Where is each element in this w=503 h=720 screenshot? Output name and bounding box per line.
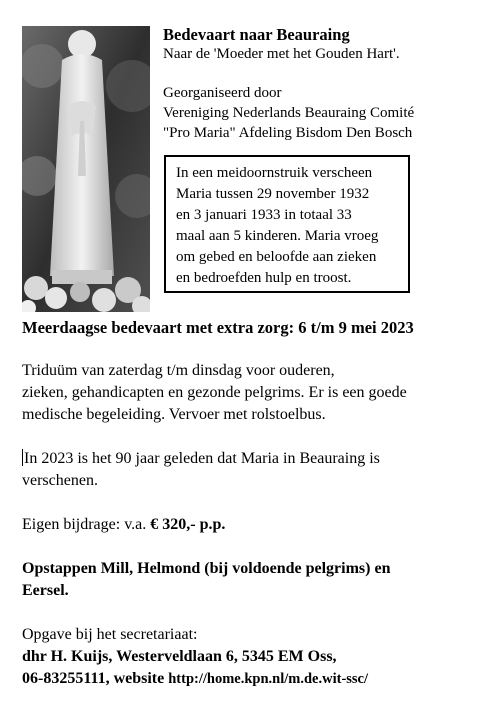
anniversary-paragraph <box>22 448 497 492</box>
paragraph-line: zieken, gehandicapten en gezonde pelgrims. Er is een goede <box>22 384 407 401</box>
contribution-label: Eigen bijdrage: v.a. <box>22 516 151 533</box>
contact-address: dhr H. Kuijs, Westerveldlaan 6, 5345 EM Oss, <box>22 648 337 665</box>
info-line: en 3 januari 1933 in totaal 33 <box>176 207 352 223</box>
info-line: en bedroefden hulp en troost. <box>176 270 352 286</box>
contact-paragraph <box>22 624 497 690</box>
paragraph-line: verschenen. <box>22 472 98 489</box>
organizer-line: Georganiseerd door <box>163 85 282 101</box>
contribution-paragraph <box>22 514 497 536</box>
paragraph-line: Opstappen Mill, Helmond (bij voldoende pelgrims) en <box>22 560 391 577</box>
info-line: In een meidoornstruik verscheen <box>176 165 373 181</box>
document-title: Bedevaart naar Beauraing <box>163 25 350 44</box>
contact-intro: Opgave bij het secretariaat: <box>22 626 198 643</box>
contact-phone: 06-83255111, website <box>22 670 169 687</box>
organizer-line: "Pro Maria" Afdeling Bisdom Den Bosch <box>163 125 413 141</box>
pilgrimage-heading: Meerdaagse bedevaart met extra zorg: 6 t/m 9 mei 2023 <box>22 318 414 337</box>
website-link[interactable]: http://home.kpn.nl/m.de.wit-ssc/ <box>168 671 369 687</box>
apparition-info-box <box>164 155 410 293</box>
text-cursor <box>22 449 23 466</box>
organizer-block <box>163 83 493 143</box>
document-subtitle: Naar de 'Moeder met het Gouden Hart'. <box>163 46 400 62</box>
triduum-paragraph <box>22 360 497 426</box>
boarding-paragraph <box>22 558 497 602</box>
contribution-price: € 320,- p.p. <box>150 516 226 533</box>
paragraph-line: Triduüm van zaterdag t/m dinsdag voor ouderen, <box>22 362 335 379</box>
organizer-line: Vereniging Nederlands Beauraing Comité <box>163 105 415 121</box>
info-line: maal aan 5 kinderen. Maria vroeg <box>176 228 379 244</box>
paragraph-line: medische begeleiding. Vervoer met rolstoelbus. <box>22 406 326 423</box>
main-content <box>22 318 497 690</box>
mary-statue-photo <box>22 26 150 312</box>
paragraph-line: Eersel. <box>22 582 69 599</box>
paragraph-line: In 2023 is het 90 jaar geleden dat Maria in Beauraing is <box>24 450 380 467</box>
header-block <box>163 25 493 143</box>
info-line: om gebed en beloofde aan zieken <box>176 249 377 265</box>
info-line: Maria tussen 29 november 1932 <box>176 186 370 202</box>
